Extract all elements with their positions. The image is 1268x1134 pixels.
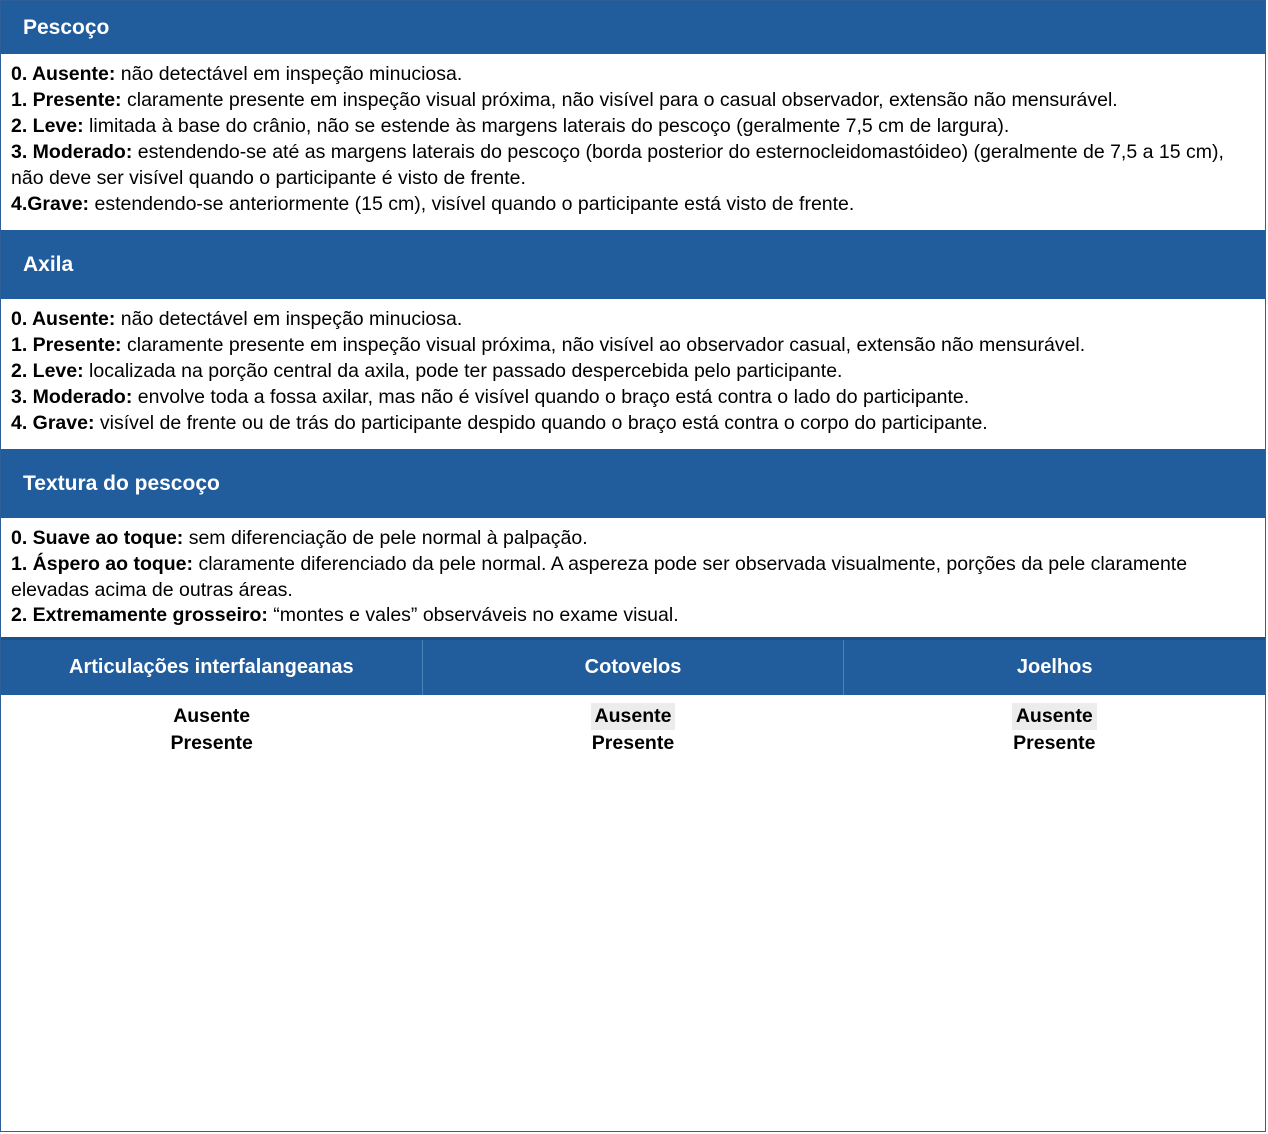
column-options-interfalangeanas xyxy=(1,703,422,756)
scale-item xyxy=(11,88,1253,114)
option-ausente[interactable]: Ausente xyxy=(1012,703,1097,729)
section-title: Pescoço xyxy=(23,16,110,39)
scale-item-text: estendendo-se anteriormente (15 cm), visível quando o participante está visto de frente. xyxy=(89,192,855,215)
option-ausente[interactable]: Ausente xyxy=(591,703,676,729)
scale-item xyxy=(11,114,1253,140)
section-title: Textura do pescoço xyxy=(23,471,220,495)
scale-item xyxy=(11,411,1253,437)
section-header-axila xyxy=(1,230,1265,299)
scale-item xyxy=(11,385,1253,411)
scale-item-label: 2. Leve: xyxy=(11,115,84,138)
scale-item-text: estendendo-se até as margens laterais do pescoço (borda posterior do esternocleidomastóideo) (geralmente de 7,5 a 15 cm), não deve ser visível quando o participante é visto de frente. xyxy=(11,140,1224,189)
scale-item-label: 1. Presente: xyxy=(11,333,122,356)
scale-item xyxy=(11,62,1253,88)
scale-item-label: 3. Moderado: xyxy=(11,385,133,408)
section-header-textura-do-pescoco xyxy=(1,449,1265,518)
scale-item xyxy=(11,552,1253,604)
option-ausente[interactable]: Ausente xyxy=(173,705,251,728)
scale-item xyxy=(11,603,1253,629)
column-options-cotovelos xyxy=(422,703,843,756)
section-body-pescoco xyxy=(1,54,1265,226)
scale-item-label: 0. Suave ao toque: xyxy=(11,526,184,549)
column-header-joelhos: Joelhos xyxy=(843,640,1265,695)
column-header-interfalangeanas: Articulações interfalangeanas xyxy=(69,656,354,679)
scale-item xyxy=(11,359,1253,385)
section-header-pescoco xyxy=(1,1,1265,54)
section-body-textura-do-pescoco xyxy=(1,518,1265,638)
bottom-spacer xyxy=(1,766,1265,1131)
option-presente[interactable]: Presente xyxy=(591,731,675,754)
scale-item-text: claramente presente em inspeção visual próxima, não visível para o casual observador, extensão não mensurável. xyxy=(121,89,1118,112)
section-title: Axila xyxy=(23,252,74,276)
scale-item xyxy=(11,526,1253,552)
option-presente[interactable]: Presente xyxy=(1013,731,1096,754)
scale-item-label: 3. Moderado: xyxy=(11,140,133,163)
scale-item-text: claramente diferenciado da pele normal. A aspereza pode ser observada visualmente, porções da pele claramente elevadas acima de outras áreas. xyxy=(11,552,1188,601)
scale-item-text: envolve toda a fossa axilar, mas não é visível quando o braço está contra o lado do participante. xyxy=(132,385,970,408)
column-header-cotovelos: Cotovelos xyxy=(422,640,844,695)
scale-item-text: “montes e vales” observáveis no exame visual. xyxy=(267,604,679,627)
scale-item-text: visível de frente ou de trás do participante despido quando o braço está contra o corpo do participante. xyxy=(94,411,988,434)
scale-item-label: 1. Presente: xyxy=(11,89,122,112)
scale-item-text: localizada na porção central da axila, pode ter passado despercebida pelo participante. xyxy=(83,359,843,382)
scale-item-label: 2. Extremamente grosseiro: xyxy=(11,604,268,627)
scale-item xyxy=(11,307,1253,333)
scale-item-label: 0. Ausente: xyxy=(11,63,116,86)
scale-item xyxy=(11,333,1253,359)
scale-item-text: sem diferenciação de pele normal à palpação. xyxy=(183,526,588,549)
scale-item-label: 4.Grave: xyxy=(11,192,90,215)
column-options-joelhos xyxy=(844,703,1265,756)
joint-grid-body xyxy=(1,695,1265,766)
option-presente[interactable]: Presente xyxy=(170,731,253,754)
joint-grid-header xyxy=(1,637,1265,695)
scale-item-text: não detectável em inspeção minuciosa. xyxy=(115,63,463,86)
scale-item-label: 1. Áspero ao toque: xyxy=(11,552,194,575)
scale-item xyxy=(11,192,1253,218)
scale-item-label: 0. Ausente: xyxy=(11,307,116,330)
section-body-axila xyxy=(1,299,1265,445)
scale-item-label: 2. Leve: xyxy=(11,359,84,382)
scale-item-text: limitada à base do crânio, não se estende às margens laterais do pescoço (geralmente 7,5 cm de largura). xyxy=(83,115,1010,138)
scale-item xyxy=(11,140,1253,192)
scale-item-text: não detectável em inspeção minuciosa. xyxy=(115,307,463,330)
scale-item-text: claramente presente em inspeção visual próxima, não visível ao observador casual, extensão não mensurável. xyxy=(121,333,1086,356)
scale-item-label: 4. Grave: xyxy=(11,411,95,434)
